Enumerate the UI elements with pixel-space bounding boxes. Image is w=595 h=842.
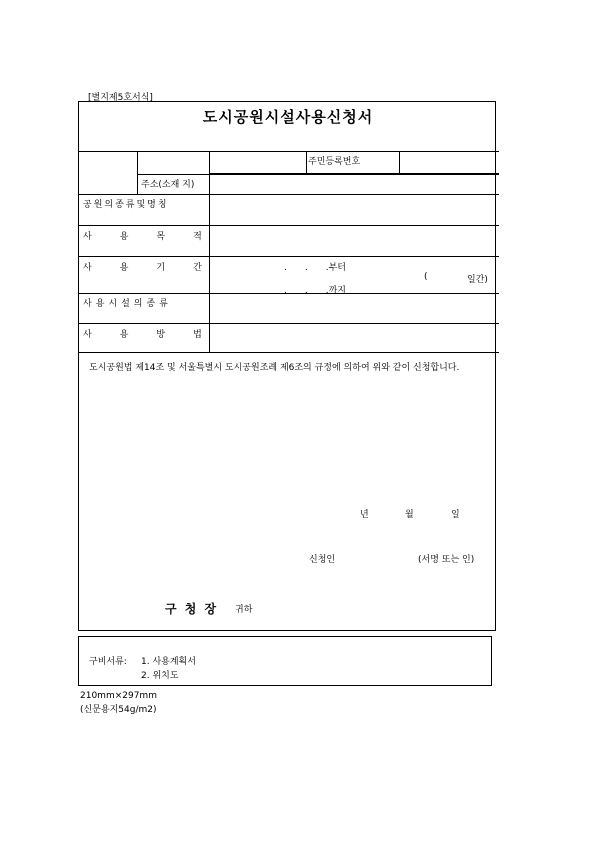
period-from: . . .부터 xyxy=(284,263,346,273)
divider xyxy=(399,151,400,173)
date-day: 일 xyxy=(451,510,460,520)
recipient-name: 구 청 장 xyxy=(165,602,219,616)
application-form xyxy=(78,101,496,631)
form-title: 도시공원시설사용신청서 xyxy=(202,108,374,126)
date-year: 년 xyxy=(360,510,369,520)
recipient-suffix: 귀하 xyxy=(235,605,253,615)
divider xyxy=(137,151,138,194)
facility-type-label: 사용시설의종류 xyxy=(83,299,172,309)
resident-number-label-text: 주민등록번호 xyxy=(308,157,361,167)
attachment-item: 2. 위치도 xyxy=(141,671,179,681)
divider xyxy=(137,174,499,175)
park-type-label: 공원의종류및명칭 xyxy=(83,200,169,210)
divider xyxy=(79,323,499,324)
attachments-label: 구비서류: xyxy=(89,657,127,667)
divider xyxy=(79,225,499,226)
period-days-open: ( xyxy=(424,272,428,282)
divider xyxy=(79,151,499,152)
period-days: 일간) xyxy=(467,275,488,285)
method-label: 사용방법 xyxy=(83,330,230,340)
paper-type: (신문용지54g/m2) xyxy=(80,705,157,715)
sign-text: (서명 또는 인) xyxy=(418,555,475,565)
period-label: 사용기간 xyxy=(83,263,230,273)
period-to: . . .까지 xyxy=(284,286,346,296)
attachment-item: 1. 사용계획서 xyxy=(141,657,196,667)
divider xyxy=(209,151,210,352)
address-label: 주소(소재 지) xyxy=(141,180,195,190)
resident-number-label xyxy=(308,154,396,167)
statement-text: 도시공원법 제14조 및 서울특별시 도시공원조례 제6조의 규정에 의하여 위와 같이 신청합니다. xyxy=(89,363,460,373)
paper-size: 210mm×297mm xyxy=(80,691,157,701)
applicant-label: 신청인 xyxy=(309,555,336,565)
divider xyxy=(79,256,499,257)
attachments-box xyxy=(78,636,492,686)
divider xyxy=(306,151,307,173)
date-month: 월 xyxy=(405,510,414,520)
purpose-label: 사용목적 xyxy=(83,232,230,242)
form-number: [별지제5호서식] xyxy=(88,93,153,103)
divider xyxy=(79,352,499,353)
divider xyxy=(79,194,499,195)
